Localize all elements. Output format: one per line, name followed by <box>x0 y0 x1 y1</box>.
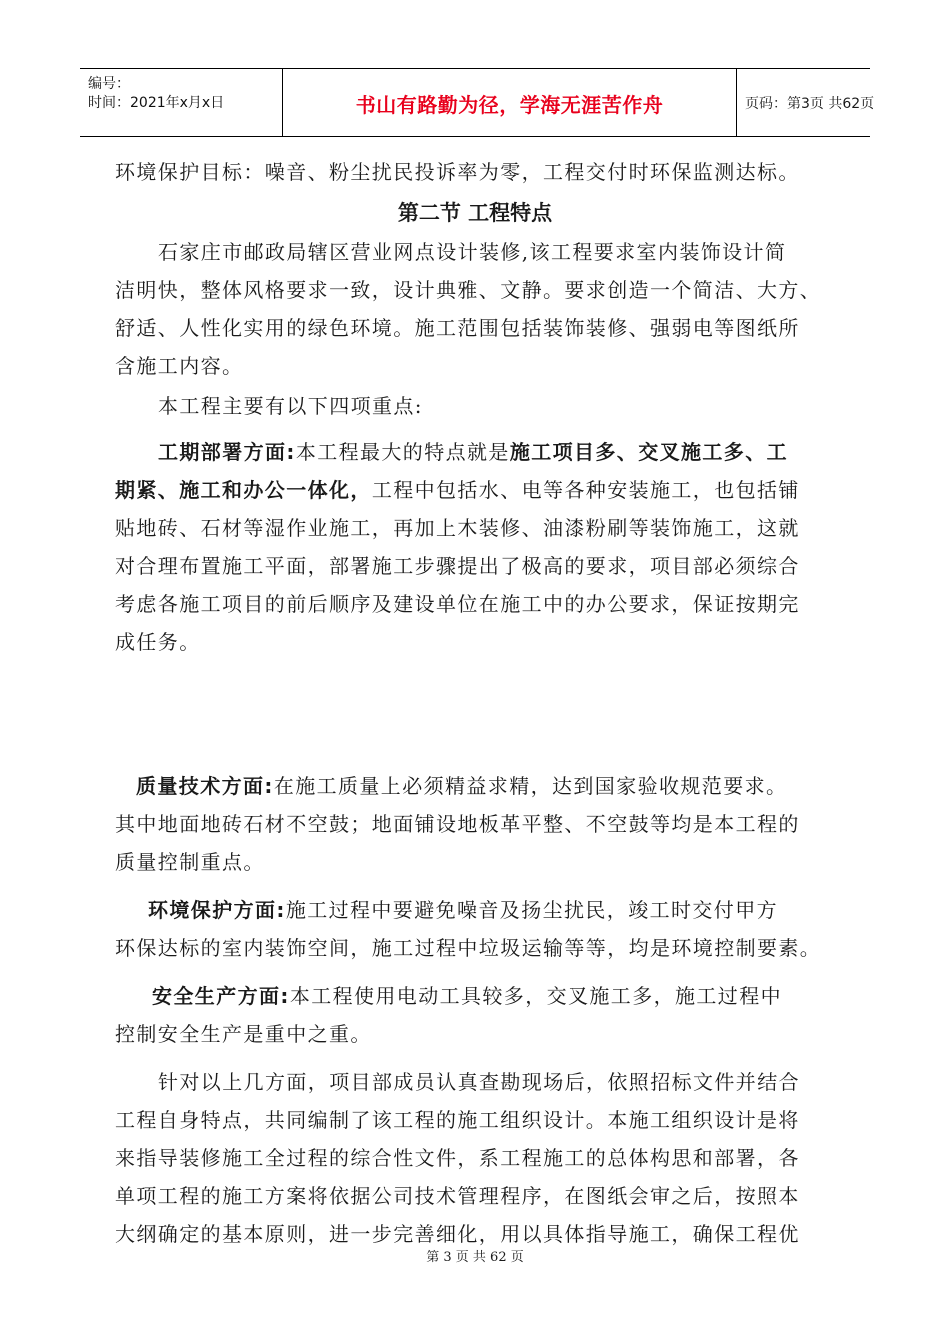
p1-line-4: 含施工内容。 <box>115 354 244 378</box>
p3-line-3: 贴地砖、石材等湿作业施工，再加上木装修、油漆粉刷等装饰施工，这就 <box>115 516 800 540</box>
p4-line-1 <box>136 774 787 798</box>
motto: 书山有路勤为径，学海无涯苦作舟 <box>355 93 664 117</box>
env-goal-line: 环境保护目标：噪音、粉尘扰民投诉率为零，工程交付时环保监测达标。 <box>115 160 800 184</box>
p1-line-1: 石家庄市邮政局辖区营业网点设计装修,该工程要求室内装饰设计简 <box>158 240 787 264</box>
p6-lead: 安全生产方面: <box>152 984 290 1008</box>
page-info: 页码：第3页 共62页 <box>745 96 875 112</box>
p7-line-5: 大纲确定的基本原则，进一步完善细化，用以具体指导施工，确保工程优 <box>115 1222 800 1246</box>
p5-rest: 施工过程中要避免噪音及扬尘扰民，竣工时交付甲方 <box>285 898 779 922</box>
p3-line-1 <box>158 440 788 464</box>
p4-line-2: 其中地面地砖石材不空鼓；地面铺设地板革平整、不空鼓等均是本工程的 <box>115 812 800 836</box>
p3-mid: 本工程最大的特点就是 <box>295 440 510 464</box>
p7-line-1: 针对以上几方面，项目部成员认真查勘现场后，依照招标文件并结合 <box>158 1070 800 1094</box>
p3-line-4: 对合理布置施工平面，部署施工步骤提出了极高的要求，项目部必须综合 <box>115 554 800 578</box>
p4-line-3: 质量控制重点。 <box>115 850 265 874</box>
page-footer: 第 3 页 共 62 页 <box>426 1250 524 1265</box>
page-header <box>80 68 875 137</box>
code-label: 编号： <box>88 76 130 92</box>
p6-line-1 <box>152 984 782 1008</box>
p3-line-2 <box>115 478 800 502</box>
p1-line-2: 洁明快，整体风格要求一致，设计典雅、文静。要求创造一个简洁、大方、 <box>115 278 822 302</box>
p5-lead: 环境保护方面: <box>148 898 286 922</box>
p3-line-5: 考虑各施工项目的前后顺序及建设单位在施工中的办公要求，保证按期完 <box>115 592 800 616</box>
p3-line-6: 成任务。 <box>115 630 201 654</box>
p5-line-2: 环保达标的室内装饰空间，施工过程中垃圾运输等等，均是环境控制要素。 <box>115 936 822 960</box>
p7-line-4: 单项工程的施工方案将依据公司技术管理程序，在图纸会审之后，按照本 <box>115 1184 800 1208</box>
p3-rest-2: 工程中包括水、电等各种安装施工，也包括铺 <box>371 478 800 502</box>
p1-line-3: 舒适、人性化实用的绿色环境。施工范围包括装饰装修、强弱电等图纸所 <box>115 316 800 340</box>
p3-bold: 施工项目多、交叉施工多、工 <box>509 440 789 464</box>
p7-line-2: 工程自身特点，共同编制了该工程的施工组织设计。本施工组织设计是将 <box>115 1108 800 1132</box>
section-title: 第二节 工程特点 <box>397 201 553 225</box>
header-motto-cell <box>283 69 737 136</box>
header-meta-cell <box>80 69 283 136</box>
p2-line: 本工程主要有以下四项重点: <box>158 394 423 418</box>
time-label: 时间：2021年x月x日 <box>88 95 225 111</box>
p6-rest: 本工程使用电动工具较多，交叉施工多，施工过程中 <box>289 984 783 1008</box>
header-page-cell <box>737 69 875 136</box>
p5-line-1 <box>148 898 778 922</box>
p4-rest: 在施工质量上必须精益求精，达到国家验收规范要求。 <box>273 774 788 798</box>
p4-lead: 质量技术方面: <box>136 774 274 798</box>
p7-line-3: 来指导装修施工全过程的综合性文件，系工程施工的总体构思和部署，各 <box>115 1146 800 1170</box>
p3-lead: 工期部署方面: <box>158 440 296 464</box>
p3-bold-2: 期紧、施工和办公一体化， <box>115 478 372 502</box>
p6-line-2: 控制安全生产是重中之重。 <box>115 1022 372 1046</box>
